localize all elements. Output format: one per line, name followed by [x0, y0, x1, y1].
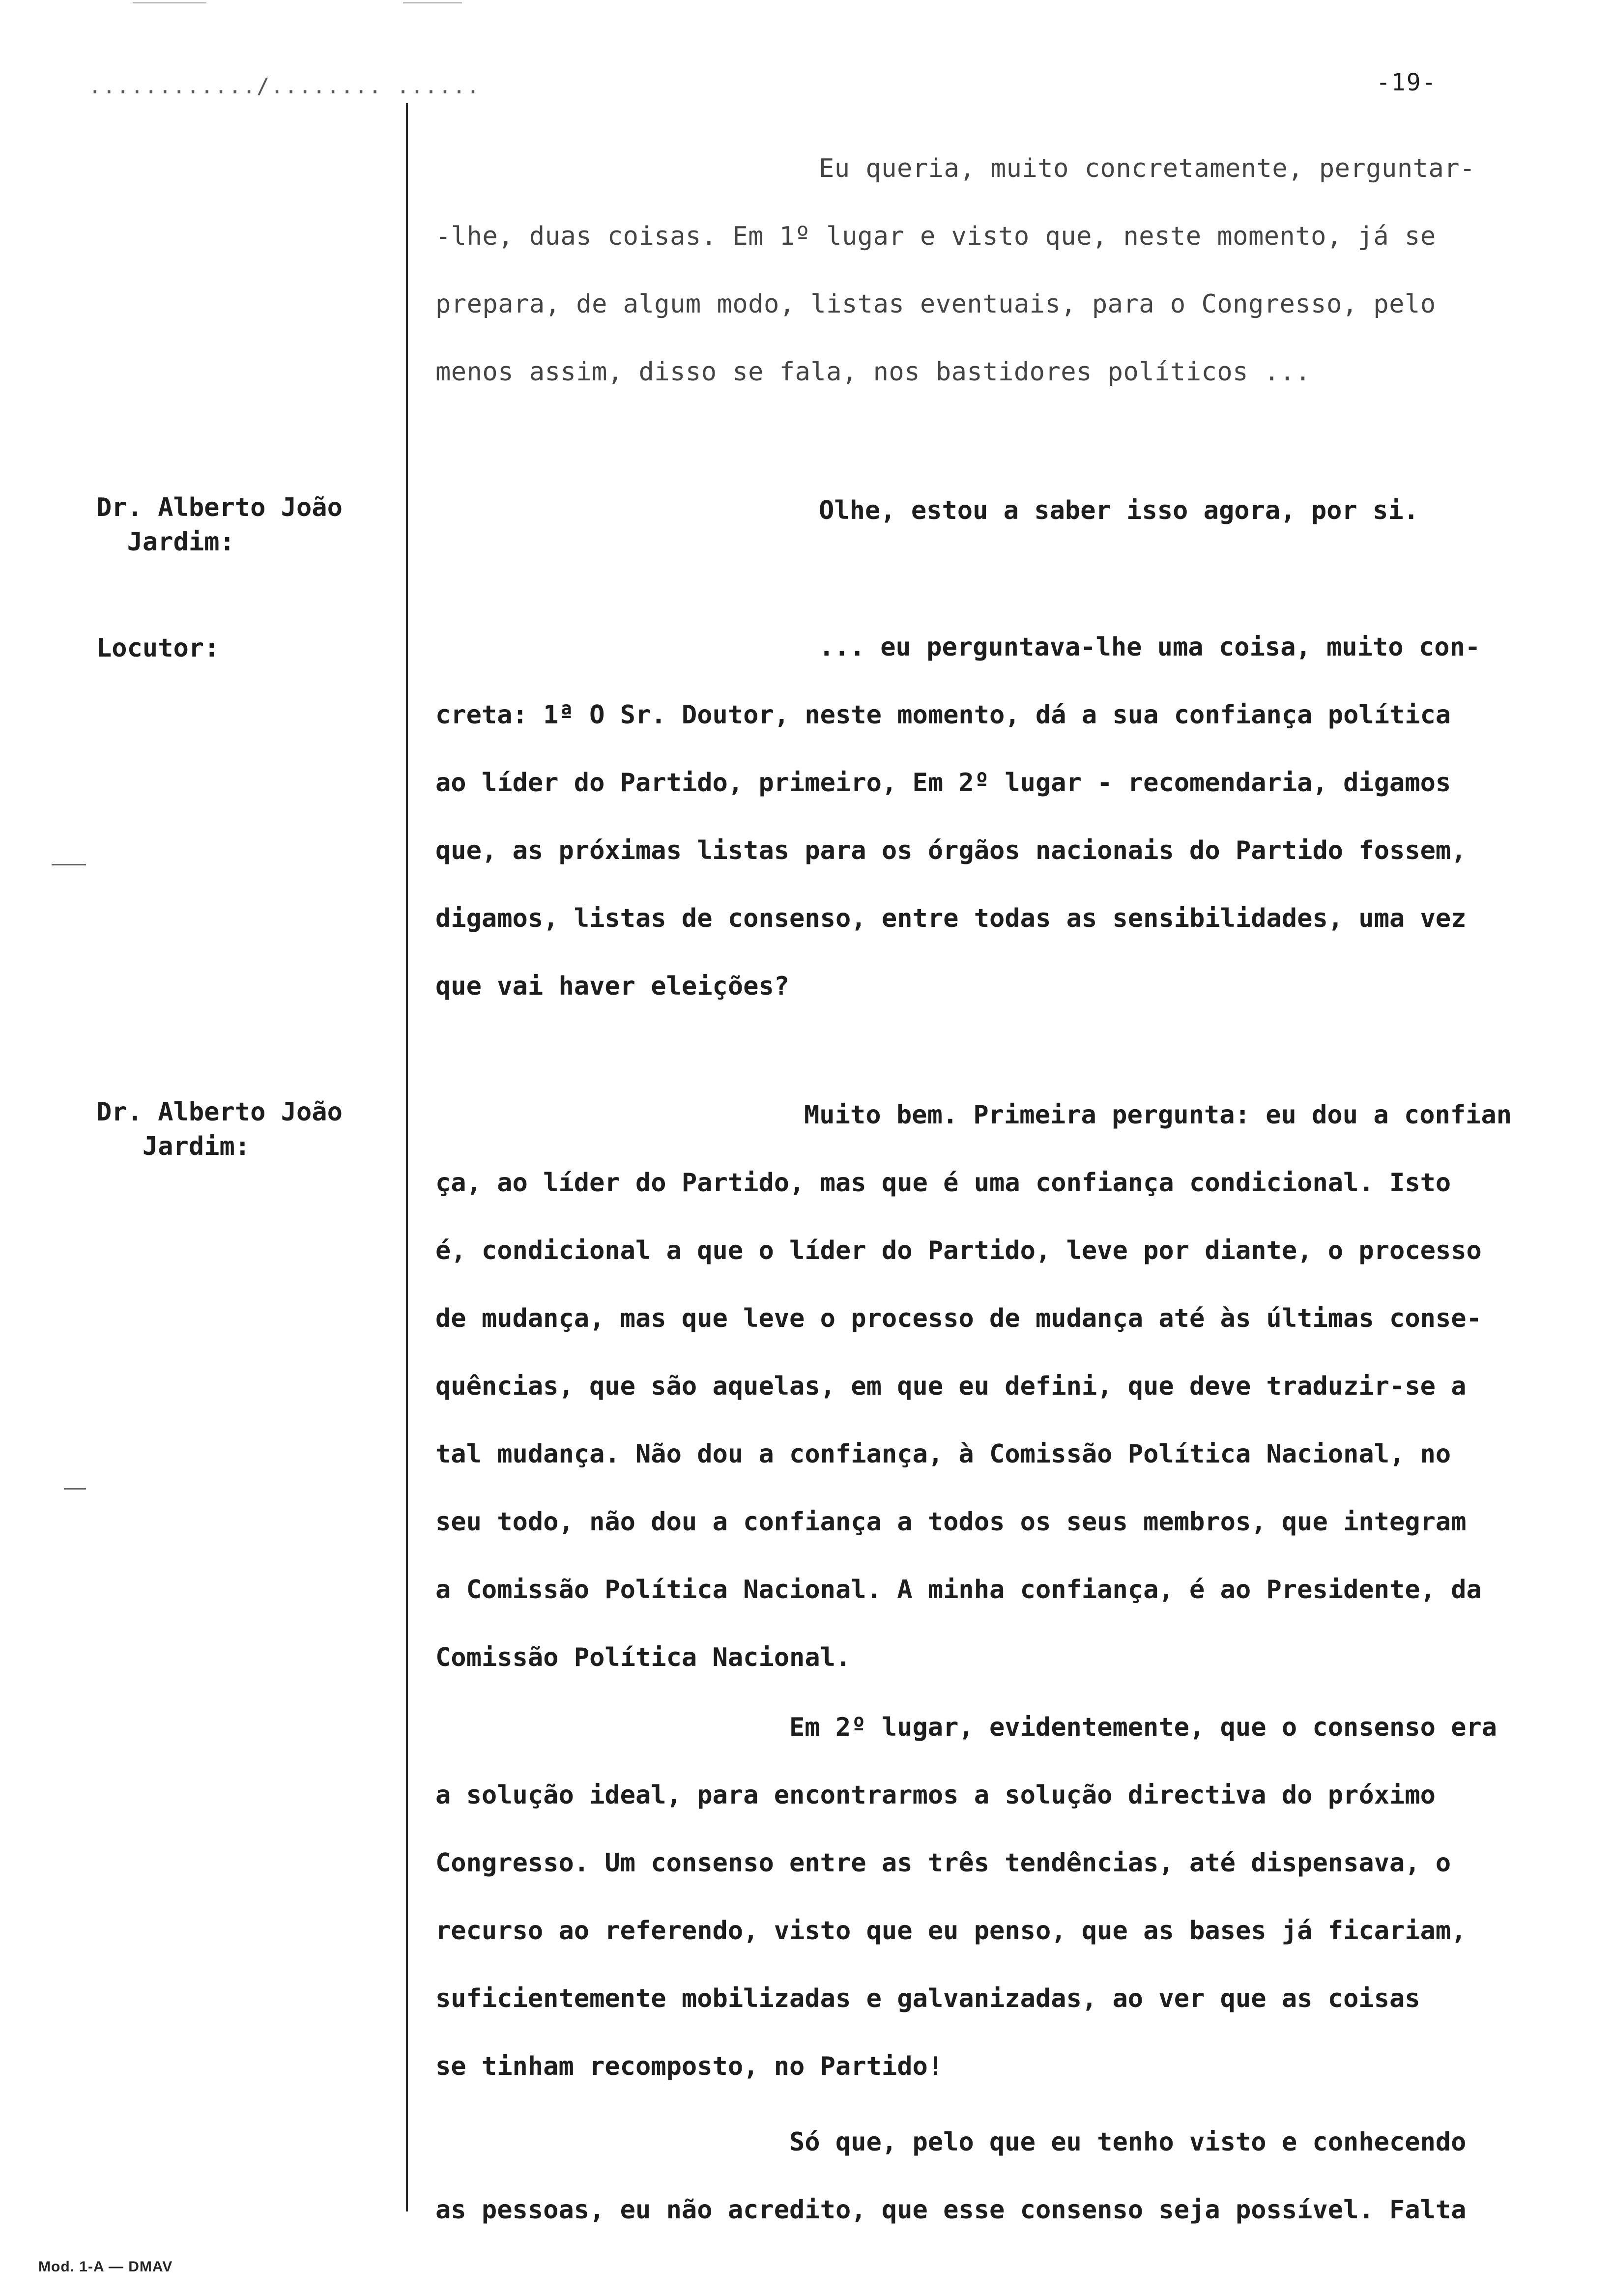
- paragraph: [435, 613, 1581, 1020]
- header-mark: ............/........ ......: [88, 74, 481, 99]
- text-line: quências, que são aquelas, em que eu defini, que deve traduzir-se a: [435, 1372, 1467, 1401]
- text-line: ... eu perguntava-lhe uma coisa, muito con-: [819, 632, 1481, 662]
- speaker-label: Dr. Alberto João Jardim:: [96, 1097, 343, 1161]
- text-line: Congresso. Um consenso entre as três tendências, até dispensava, o: [435, 1848, 1451, 1878]
- margin-rule: [406, 103, 408, 2211]
- text-line: suficientemente mobilizadas e galvanizadas, ao ver que as coisas: [435, 1984, 1420, 2013]
- text-line: Em 2º lugar, evidentemente, que o consenso era: [789, 1713, 1497, 1742]
- text-line: é, condicional a que o líder do Partido, leve por diante, o processo: [435, 1236, 1482, 1265]
- text-line: se tinham recomposto, no Partido!: [435, 2052, 944, 2081]
- text-line: que vai haver eleições?: [435, 972, 790, 1001]
- page-number: -19-: [1376, 69, 1437, 96]
- text-line: creta: 1ª O Sr. Doutor, neste momento, dá a sua confiança política: [435, 700, 1451, 730]
- text-line: tal mudança. Não dou a confiança, à Comissão Política Nacional, no: [435, 1439, 1451, 1469]
- text-line: a Comissão Política Nacional. A minha confiança, é ao Presidente, da: [435, 1575, 1482, 1605]
- text-line: -lhe, duas coisas. Em 1º lugar e visto que, neste momento, já se: [435, 222, 1436, 251]
- margin-mark: [52, 864, 86, 865]
- text-line: ao líder do Partido, primeiro, Em 2º lugar - recomendaria, digamos: [435, 768, 1451, 798]
- text-line: Comissão Política Nacional.: [435, 1643, 851, 1672]
- text-line: a solução ideal, para encontrarmos a solução directiva do próximo: [435, 1780, 1436, 1810]
- text-line: digamos, listas de consenso, entre todas as sensibilidades, uma vez: [435, 904, 1467, 933]
- text-line: Muito bem. Primeira pergunta: eu dou a confian: [804, 1100, 1512, 1130]
- speaker-label: Dr. Alberto João Jardim:: [96, 493, 343, 557]
- text-line: menos assim, disso se fala, nos bastidores políticos ...: [435, 357, 1311, 387]
- text-line: Eu queria, muito concretamente, perguntar-: [819, 154, 1475, 183]
- scan-artifact-line: [403, 2, 462, 3]
- paragraph: [435, 1693, 1581, 2100]
- margin-mark: [64, 1488, 86, 1490]
- paragraph: [435, 135, 1581, 406]
- text-line: de mudança, mas que leve o processo de mudança até às últimas conse-: [435, 1304, 1482, 1333]
- text-line: seu todo, não dou a confiança a todos os seus membros, que integram: [435, 1507, 1467, 1537]
- speaker-label: Locutor:: [96, 633, 220, 663]
- text-line: as pessoas, eu não acredito, que esse consenso seja possível. Falta: [435, 2195, 1467, 2225]
- form-code-footer: Mod. 1-A — DMAV: [38, 2259, 173, 2275]
- paragraph: [435, 477, 1581, 545]
- paragraph: [435, 2108, 1581, 2244]
- text-line: ça, ao líder do Partido, mas que é uma confiança condicional. Isto: [435, 1168, 1451, 1198]
- text-line: recurso ao referendo, visto que eu penso, que as bases já ficariam,: [435, 1916, 1467, 1946]
- text-line: Olhe, estou a saber isso agora, por si.: [819, 496, 1419, 525]
- text-line: que, as próximas listas para os órgãos nacionais do Partido fossem,: [435, 836, 1467, 865]
- scan-artifact-line: [133, 2, 206, 3]
- paragraph: [435, 1081, 1581, 1692]
- text-line: prepara, de algum modo, listas eventuais, para o Congresso, pelo: [435, 289, 1436, 319]
- text-line: Só que, pelo que eu tenho visto e conhecendo: [789, 2127, 1467, 2157]
